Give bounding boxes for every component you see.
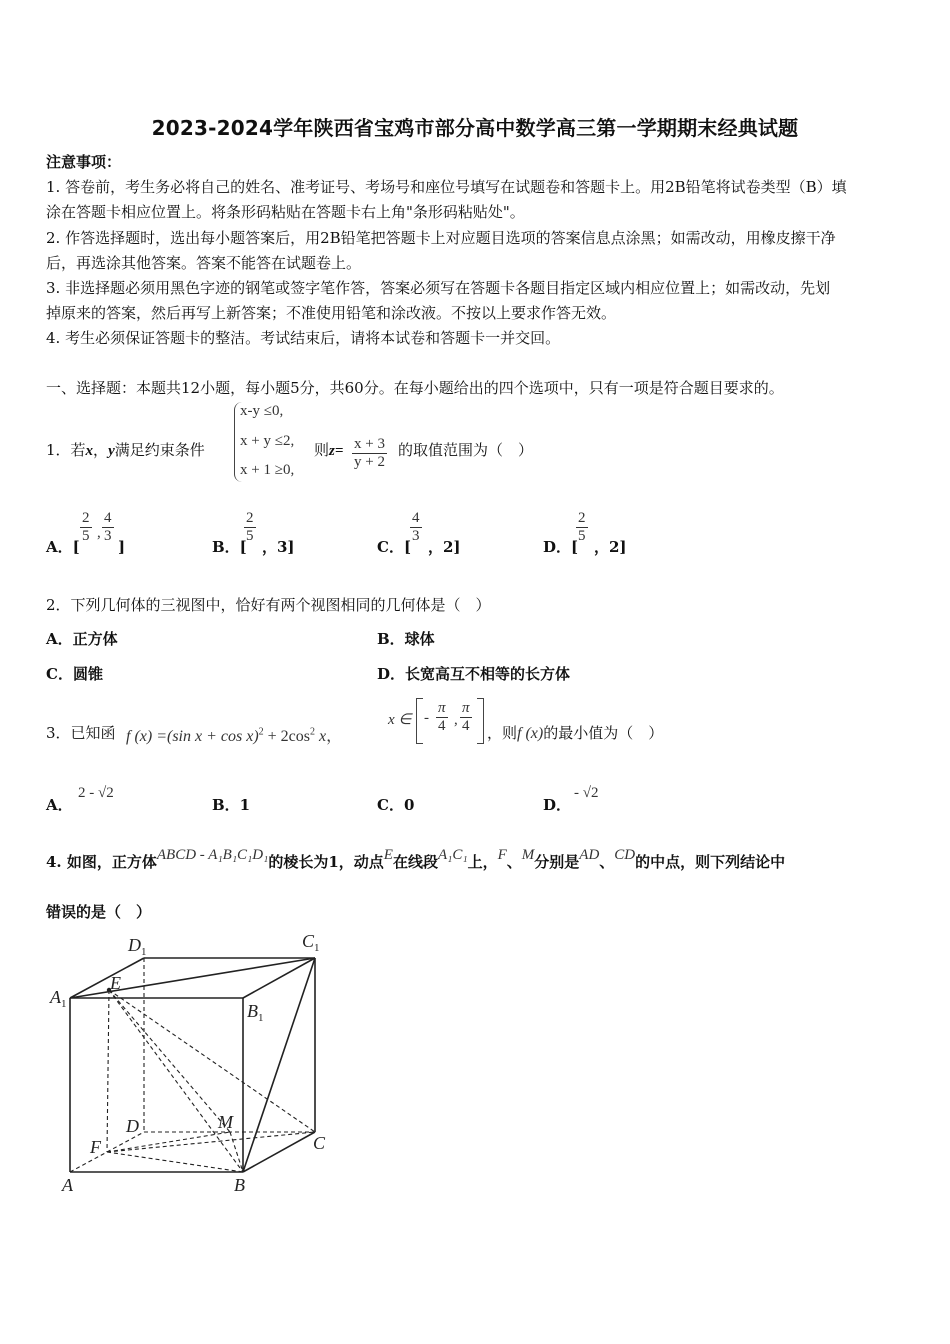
label-a1: $A_1$ (50, 987, 67, 1010)
q3-prefix: 3．已知函 (46, 724, 116, 742)
label-m: M (218, 1112, 233, 1132)
segment-e-b (109, 990, 243, 1172)
constraint-1: x-y ≤0, (240, 403, 284, 419)
segment-e-m (109, 990, 230, 1132)
q2-option-c: C．圆锥 (46, 665, 103, 683)
section-heading: 一、选择题：本题共12小题，每小题5分，共60分。在每小题给出的四个选项中，只有一项是符合题目要求的。 (46, 379, 784, 397)
cube-figure (40, 925, 340, 1200)
notice-line: 后，再选涂其他答案。答案不能答在试题卷上。 (46, 254, 362, 272)
q2-option-d: D．长宽高互不相等的长方体 (377, 665, 571, 683)
q2-option-a: A．正方体 (46, 630, 118, 648)
q1-option-c: C．[ (377, 538, 412, 556)
notice-line: 2. 作答选择题时，选出每小题答案后，用2B铅笔把答题卡上对应题目选项的答案信息点涂黑；如需改动，用橡皮擦干净 (46, 229, 836, 247)
q3-option-a-value: 2 - √2 (78, 785, 114, 801)
label-f: F (90, 1137, 101, 1157)
q1-fraction: $\frac{x + 3}{y + 2}$ (354, 436, 385, 470)
q1-option-a-frac1: $\frac{2}{5}$ (82, 510, 90, 544)
q3-frac2: $\frac{\pi}{4}$ (462, 700, 470, 734)
q1-tail: 的取值范围为（ ） (398, 441, 534, 459)
q1-option-a-sep: , (97, 525, 101, 541)
segment-e-f (107, 990, 109, 1152)
notice-line: 涂在答题卡相应位置上。将条形码粘贴在答题卡右上角"条形码粘贴处"。 (46, 203, 525, 221)
q3-right-bracket (477, 698, 484, 744)
q3-sep: , (454, 712, 458, 728)
q1-option-b-frac: $\frac{2}{5}$ (246, 510, 254, 544)
q1-option-c-frac: $\frac{4}{3}$ (412, 510, 420, 544)
q1-stem: 1．若x，y满足约束条件 (46, 441, 205, 459)
q1-option-a: A．[ (46, 538, 80, 556)
notice-line: 4. 考生必须保证答题卡的整洁。考试结束后，请将本试卷和答题卡一并交回。 (46, 329, 561, 347)
label-b1: $B_1$ (247, 1001, 264, 1024)
q3-option-d: D． (543, 796, 572, 814)
q1-option-c-end: ，2] (428, 538, 461, 556)
label-b: B (234, 1175, 245, 1195)
q3-option-b: B．1 (212, 796, 251, 814)
q1-option-b: B．[ (212, 538, 247, 556)
q2-option-b: B．球体 (377, 630, 435, 648)
constraint-2: x + y ≤2, (240, 433, 295, 449)
q4-stem-line2: 错误的是（ ） (46, 903, 152, 921)
q3-left-bracket (416, 698, 423, 744)
q2-stem: 2．下列几何体的三视图中，恰好有两个视图相同的几何体是（ ） (46, 596, 491, 614)
label-d1: $D_1$ (128, 935, 147, 958)
label-e: E (110, 973, 121, 993)
label-d: D (126, 1116, 139, 1136)
q1-option-d-end: ，2] (594, 538, 627, 556)
notice-line: 掉原来的答案，然后再写上新答案；不准使用铅笔和涂改液。不按以上要求作答无效。 (46, 304, 617, 322)
constraint-3: x + 1 ≥0, (240, 462, 295, 478)
q3-domain-x: x ∈ (388, 712, 412, 728)
q4-stem: 4. 如图，正方体ABCD - A₁B₁C₁D₁的棱长为1，动点E在线段A₁C₁上，F、M分别是AD、CD的中点，则下列结论中 (46, 847, 786, 871)
notice-heading: 注意事项： (46, 153, 122, 171)
q3-function: f (x) =(sin $x + \cos x)^2 + 2\cos^2$ x， (126, 726, 343, 745)
segment-b-c1 (243, 958, 315, 1172)
label-c1: $C_1$ (302, 931, 320, 954)
label-a: A (62, 1175, 73, 1195)
q1-then: 则z= (314, 441, 344, 459)
segment-m-b (230, 1132, 243, 1172)
q1-option-b-end: ，3] (262, 538, 295, 556)
q1-option-d-frac: $\frac{2}{5}$ (578, 510, 586, 544)
q3-option-d-value: - √2 (574, 785, 599, 801)
segment-e-c (109, 990, 315, 1132)
q3-neg: - (424, 710, 429, 726)
q3-frac1: $\frac{\pi}{4}$ (438, 700, 446, 734)
label-c: C (313, 1133, 326, 1153)
page-title: 2023-2024学年陕西省宝鸡市部分高中数学高三第一学期期末经典试题 (151, 116, 799, 140)
q3-option-c: C．0 (377, 796, 415, 814)
q1-option-d: D．[ (543, 538, 579, 556)
notice-line: 1. 答卷前，考生务必将自己的姓名、准考证号、考场号和座位号填写在试题卷和答题卡上。用2B铅笔将试卷类型（B）填 (46, 178, 847, 196)
q1-option-a-end: ] (118, 538, 126, 556)
segment-f-b (107, 1152, 243, 1172)
notice-line: 3. 非选择题必须用黑色字迹的钢笔或签字笔作答，答案必须写在答题卡各题目指定区域内相应位置上；如需改动，先划 (46, 279, 831, 297)
q3-tail: ，则f (x)的最小值为（ ） (487, 724, 664, 742)
q1-option-a-frac2: $\frac{4}{3}$ (104, 510, 112, 544)
q3-option-a: A． (46, 796, 73, 814)
